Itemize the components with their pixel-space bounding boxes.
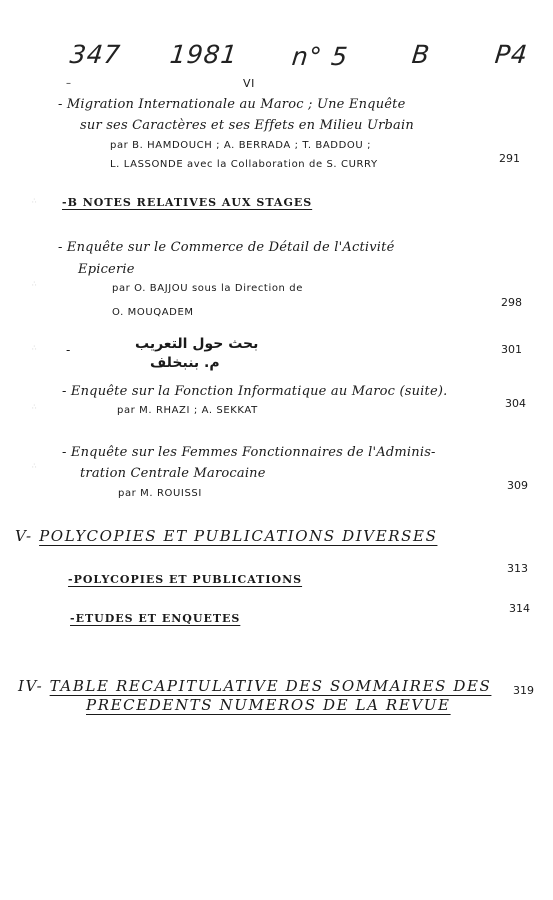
sub-item-heading: -POLYCOPIES ET PUBLICATIONS [68, 573, 303, 586]
handwritten-note-number: 347 [68, 40, 123, 69]
entry-title-line: - Enquête sur la Fonction Informatique au Maroc (suite). [62, 384, 448, 399]
scan-artifact: ∴ [32, 344, 37, 352]
handwritten-note-letter: B [410, 40, 432, 69]
entry-page-number: 304 [505, 397, 526, 410]
entry-title-line: tration Centrale Marocaine [80, 466, 266, 481]
handwritten-note-code: P4 [493, 40, 530, 69]
scan-artifact: ∴ [32, 197, 37, 205]
section-v-prefix: V- [15, 527, 33, 545]
entry-page-number: 309 [507, 479, 528, 492]
section-iv-page-number: 319 [513, 684, 534, 697]
entry-page-number: 291 [499, 152, 520, 165]
entry-authors: par O. BAJJOU sous la Direction de [112, 283, 303, 294]
entry-author-arabic: م. بنبخلف [150, 355, 220, 371]
entry-authors: par M. RHAZI ; A. SEKKAT [117, 405, 258, 416]
section-v-heading [15, 527, 437, 545]
entry-title-line: - Migration Internationale au Maroc ; Une Enquête [58, 97, 406, 112]
sub-item-page-number: 314 [509, 602, 530, 615]
page-number-roman: VI [243, 77, 255, 90]
section-iv-heading [18, 677, 491, 695]
entry-authors: O. MOUQADEM [112, 307, 194, 318]
entry-title-line: sur ses Caractères et ses Effets en Milieu Urbain [80, 118, 414, 133]
scan-artifact: ∴ [32, 280, 37, 288]
scan-artifact: ∴ [32, 403, 37, 411]
section-iv-title-line1: TABLE RECAPITULATIVE DES SOMMAIRES DES [49, 677, 492, 695]
section-iv-prefix: IV- [18, 677, 44, 695]
entry-title-line: Epicerie [78, 262, 135, 277]
entry-dash: - [66, 343, 71, 357]
sub-item-heading: -ETUDES ET ENQUETES [70, 612, 241, 625]
entry-authors: par B. HAMDOUCH ; A. BERRADA ; T. BADDOU ; [110, 140, 372, 151]
entry-authors: par M. ROUISSI [118, 488, 202, 499]
scan-artifact: ∴ [32, 462, 37, 470]
section-b-heading: -B NOTES RELATIVES AUX STAGES [62, 196, 313, 209]
handwritten-note-year: 1981 [168, 40, 240, 69]
entry-authors: L. LASSONDE avec la Collaboration de S. CURRY [110, 159, 378, 170]
entry-page-number: 301 [501, 343, 522, 356]
entry-page-number: 298 [501, 296, 522, 309]
entry-title-line: - Enquête sur les Femmes Fonctionnaires de l'Adminis- [62, 445, 436, 460]
entry-title-arabic: بحث حول التعريب [135, 336, 259, 352]
section-v-title: POLYCOPIES ET PUBLICATIONS DIVERSES [39, 527, 438, 545]
sub-item-page-number: 313 [507, 562, 528, 575]
section-iv-title-line2: PRECEDENTS NUMEROS DE LA REVUE [86, 696, 451, 714]
entry-title-line: - Enquête sur le Commerce de Détail de l'Activité [58, 240, 395, 255]
top-dash: – [66, 78, 72, 89]
handwritten-note-issue: n° 5 [290, 42, 350, 71]
